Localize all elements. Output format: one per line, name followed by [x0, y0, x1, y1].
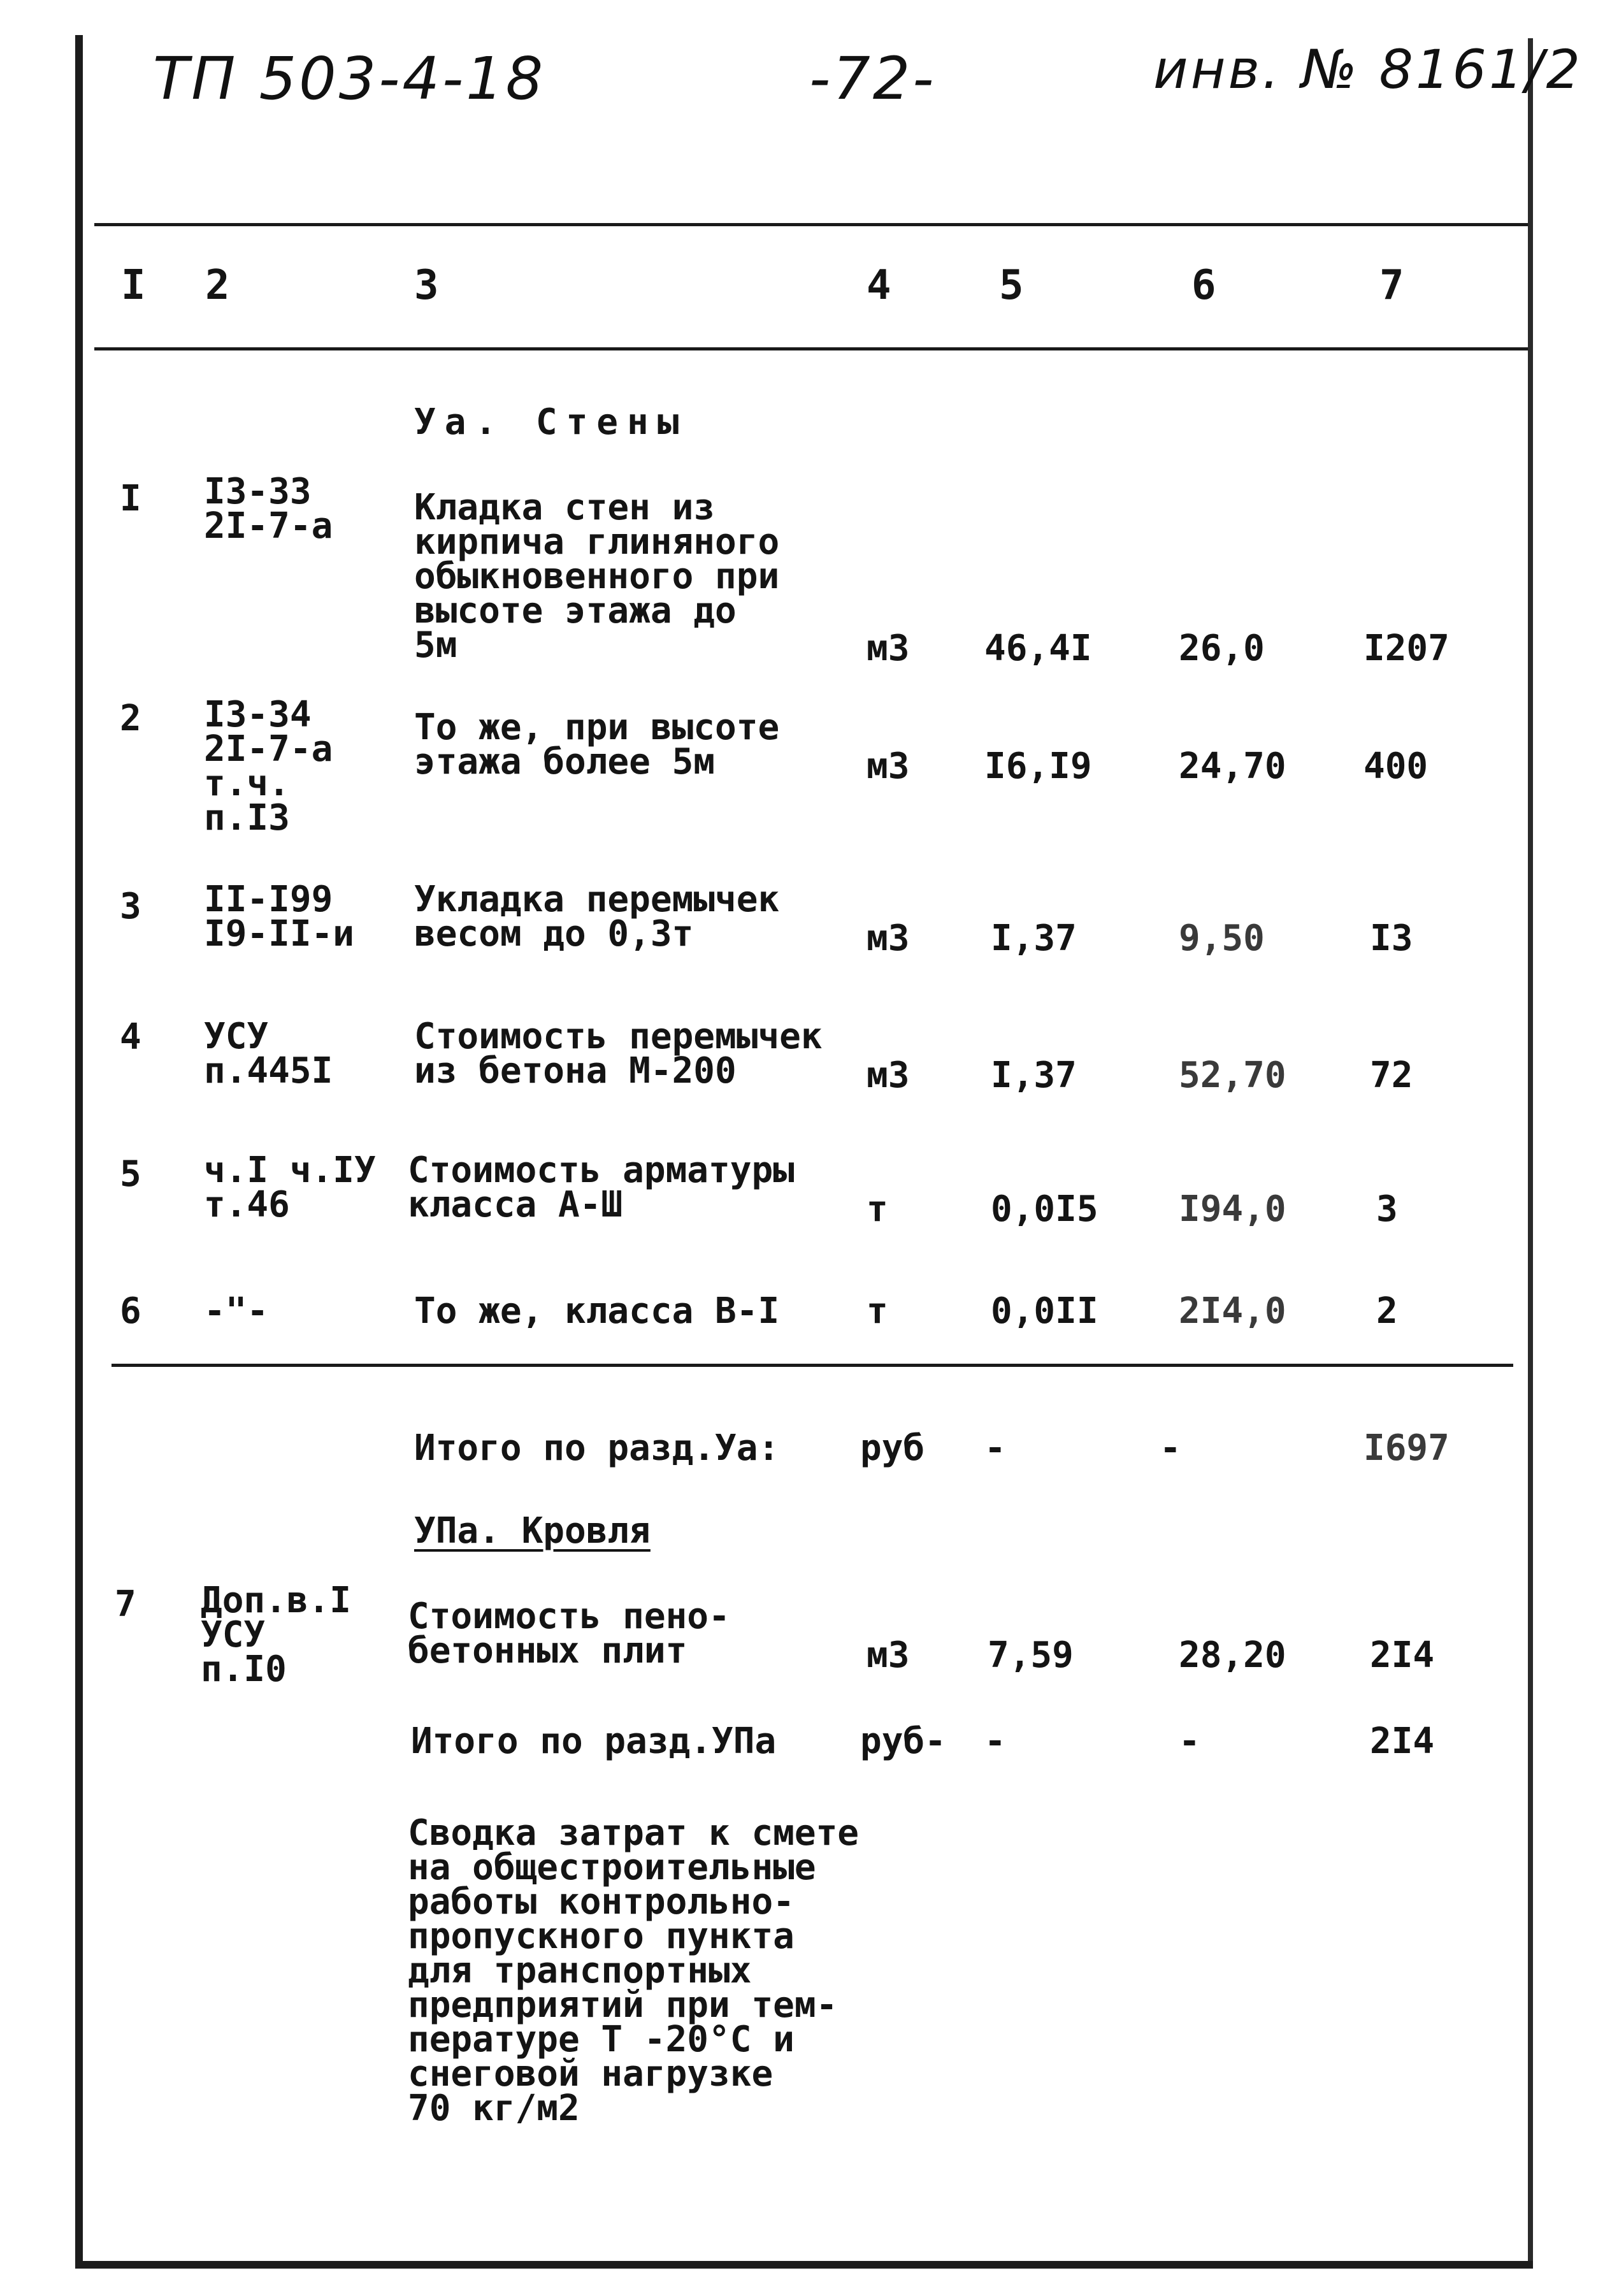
doc-code: ТП 503-4-18 [153, 45, 546, 113]
subtotal-unit: руб [860, 1427, 925, 1469]
row-quantity: 0,0II [991, 1290, 1098, 1332]
col-header-7: 7 [1379, 262, 1404, 309]
col-header-2: 2 [205, 262, 230, 309]
row-number: 5 [120, 1153, 141, 1195]
row-code: УСУ п.445I [204, 1016, 333, 1092]
row-price: 28,20 [1179, 1635, 1286, 1676]
row-unit: м3 [867, 918, 910, 959]
row-total: I3 [1370, 918, 1413, 959]
col-header-4: 4 [867, 262, 891, 309]
row-total: I207 [1364, 628, 1450, 669]
row-quantity: 0,0I5 [991, 1188, 1098, 1230]
row-description: Стоимость арматуры класса А-Ш [408, 1150, 795, 1225]
row-price: I94,0 [1179, 1188, 1286, 1230]
row-description: То же, класса В-I [414, 1290, 780, 1332]
section-title-walls: Уа. Стены [414, 401, 688, 443]
subtotal-label: Итого по разд.Уа: [414, 1427, 780, 1469]
row-code: II-I99 I9-II-и [204, 879, 355, 955]
row-total: 2 [1376, 1290, 1398, 1332]
summary-note: Сводка затрат к смете на общестроительные работы контрольно- пропускного пункта для транспортных предприятий при тем- пературе Т -20°С и снеговой нагрузке 70 кг/м2 [408, 1812, 860, 2129]
row-unit: м3 [867, 746, 910, 787]
row-quantity: I,37 [991, 918, 1077, 959]
row-unit: м3 [867, 1635, 910, 1676]
col-header-6: 6 [1191, 262, 1216, 309]
subtotal-quantity: - [984, 1427, 1006, 1469]
subtotal-total: 2I4 [1370, 1721, 1435, 1762]
row-total: 2I4 [1370, 1635, 1435, 1676]
section-title-roof: УПа. Кровля [414, 1510, 651, 1552]
row-number: 6 [120, 1290, 141, 1332]
row-unit: т [867, 1188, 888, 1230]
frame-right-border [1528, 38, 1533, 2265]
header-rule [94, 347, 1528, 350]
row-quantity: I6,I9 [984, 746, 1092, 787]
row-total: 3 [1376, 1188, 1398, 1230]
row-price: 24,70 [1179, 746, 1286, 787]
row-unit: м3 [867, 628, 910, 669]
row-number: 4 [120, 1016, 141, 1058]
row-quantity: 46,4I [984, 628, 1092, 669]
row-quantity: 7,59 [988, 1635, 1074, 1676]
subtotal-total: I697 [1364, 1427, 1450, 1469]
row-code: ч.I ч.IУ т.46 [204, 1150, 376, 1225]
inventory-number: инв. № 8161/2 [1153, 38, 1583, 101]
subtotal-unit: руб- [860, 1721, 946, 1762]
row-unit: т [867, 1290, 888, 1332]
page-number: -72- [809, 45, 937, 113]
row-description: Стоимость перемычек из бетона М-200 [414, 1016, 823, 1092]
row-number: 7 [115, 1584, 136, 1625]
col-header-1: I [121, 262, 146, 309]
row-code: I3-34 2I-7-а т.ч. п.I3 [204, 694, 333, 839]
subtotal-label: Итого по разд.УПа [411, 1721, 777, 1762]
row-total: 400 [1364, 746, 1428, 787]
row-number: I [120, 478, 141, 519]
row-total: 72 [1370, 1055, 1413, 1096]
row-description: Кладка стен из кирпича глиняного обыкновенного при высоте этажа до 5м [414, 487, 780, 666]
col-header-5: 5 [999, 262, 1024, 309]
row-number: 2 [120, 698, 141, 739]
row-quantity: I,37 [991, 1055, 1077, 1096]
col-header-3: 3 [414, 262, 439, 309]
row-price: 52,70 [1179, 1055, 1286, 1096]
row-price: 26,0 [1179, 628, 1265, 669]
row-number: 3 [120, 886, 141, 927]
row-code: I3-33 2I-7-а [204, 471, 333, 547]
row-code: -"- [204, 1290, 269, 1332]
section-divider [112, 1364, 1513, 1367]
subtotal-quantity: - [984, 1721, 1006, 1762]
row-price: 9,50 [1179, 918, 1265, 959]
row-price: 2I4,0 [1179, 1290, 1286, 1332]
subtotal-price: - [1179, 1721, 1200, 1762]
row-description: То же, при высоте этажа более 5м [414, 707, 780, 783]
frame-bottom-border [75, 2261, 1533, 2269]
top-rule [94, 223, 1528, 226]
row-description: Укладка перемычек весом до 0,3т [414, 879, 780, 955]
frame-left-border [75, 35, 83, 2269]
subtotal-price: - [1160, 1427, 1181, 1469]
row-unit: м3 [867, 1055, 910, 1096]
row-description: Стоимость пено- бетонных плит [408, 1596, 730, 1671]
row-code: Доп.в.I УСУ п.I0 [201, 1580, 352, 1690]
